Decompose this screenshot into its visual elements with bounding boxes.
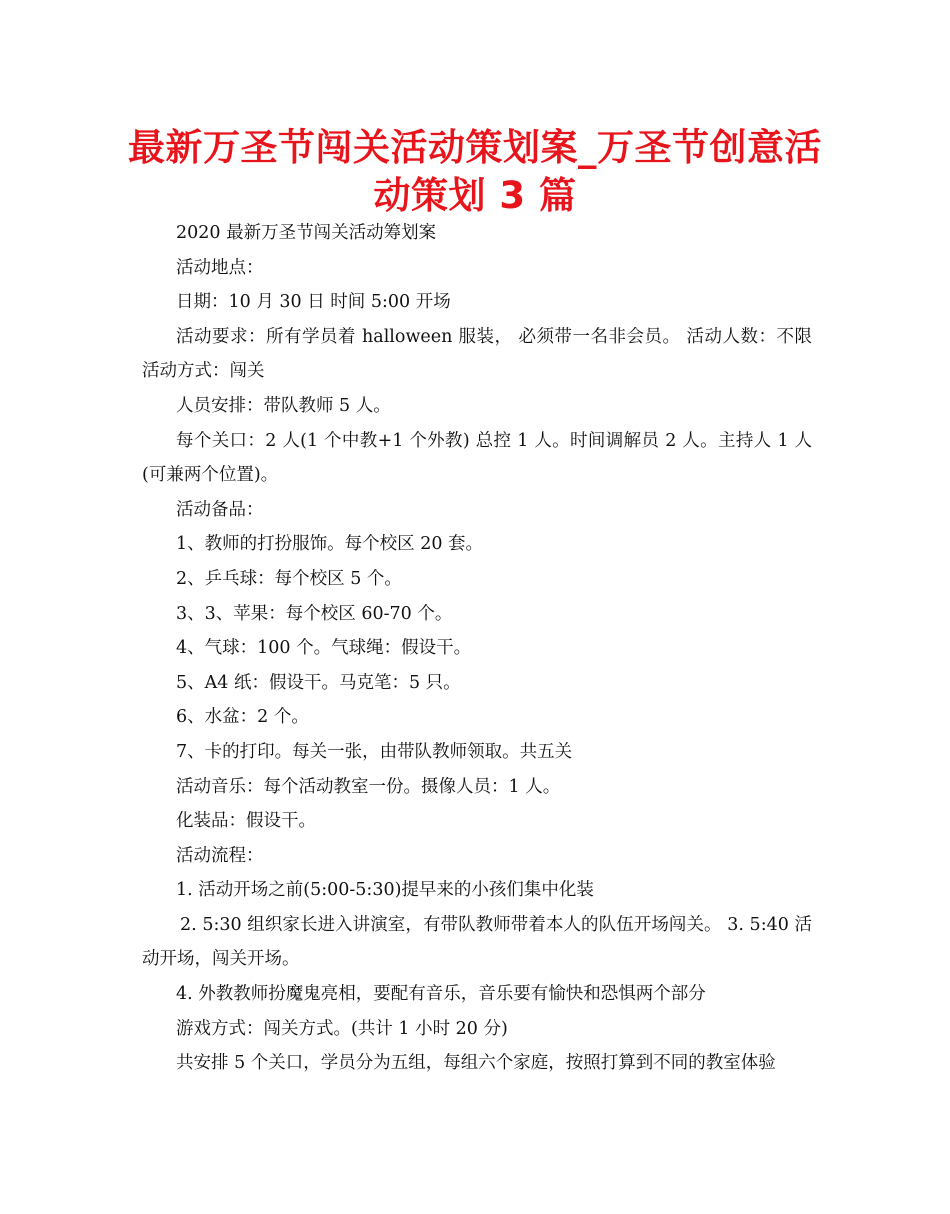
list-item: 4、气球：100 个。气球绳：假设干。 bbox=[176, 638, 472, 659]
title-line-1: 最新万圣节闯关活动策划案_万圣节创意活 bbox=[128, 126, 822, 169]
list-item: 6、水盆：2 个。 bbox=[176, 707, 309, 728]
title-line-2: 动策划 3 篇 bbox=[373, 174, 577, 217]
paragraph-supplies-heading: 活动备品： bbox=[176, 499, 264, 520]
document-title bbox=[120, 124, 830, 220]
list-item: 5、A4 纸：假设干。马克笔：5 只。 bbox=[176, 672, 461, 693]
paragraph-staffing: 人员安排：带队教师 5 人。 bbox=[176, 395, 391, 416]
list-item: 3、3、苹果：每个校区 60-70 个。 bbox=[176, 603, 453, 624]
paragraph-makeup: 化装品：假设干。 bbox=[176, 811, 316, 832]
paragraph-location: 活动地点： bbox=[176, 257, 264, 278]
paragraph-game-mode: 游戏方式：闯关方式。(共计 1 小时 20 分) bbox=[176, 1018, 508, 1039]
list-item: 1、教师的打扮服饰。每个校区 20 套。 bbox=[176, 534, 484, 555]
list-item: 7、卡的打印。每关一张，由带队教师领取。共五关 bbox=[176, 741, 573, 762]
list-item: 2、乒乓球：每个校区 5 个。 bbox=[176, 568, 402, 589]
paragraph-checkpoints: 每个关口：2 人(1 个中教+1 个外教) 总控 1 人。时间调解员 2 人。主持人 1 人(可兼两个位置)。 bbox=[142, 430, 812, 486]
paragraph-date-time: 日期：10 月 30 日 时间 5:00 开场 bbox=[176, 292, 451, 313]
process-step: 1. 活动开场之前(5:00-5:30)提早来的小孩们集中化装 bbox=[176, 880, 594, 901]
paragraph-plan-heading: 2020 最新万圣节闯关活动筹划案 bbox=[176, 223, 437, 243]
paragraph-requirements: 活动要求：所有学员着 halloween 服装， 必须带一名非会员。 活动人数：不限 活动方式：闯关 bbox=[142, 326, 812, 382]
paragraph-process-heading: 活动流程： bbox=[176, 845, 264, 866]
document-body bbox=[142, 216, 812, 1081]
process-step: 2. 5:30 组织家长进入讲演室，有带队教师带着本人的队伍开场闯关。 3. 5:40 活动开场，闯关开场。 bbox=[142, 914, 812, 970]
paragraph-music: 活动音乐：每个活动教室一份。摄像人员：1 人。 bbox=[176, 776, 561, 797]
paragraph-arrangement: 共安排 5 个关口，学员分为五组，每组六个家庭，按照打算到不同的教室体验 bbox=[176, 1053, 776, 1074]
process-step: 4. 外教教师扮魔鬼亮相，要配有音乐，音乐要有愉快和恐惧两个部分 bbox=[176, 984, 706, 1005]
